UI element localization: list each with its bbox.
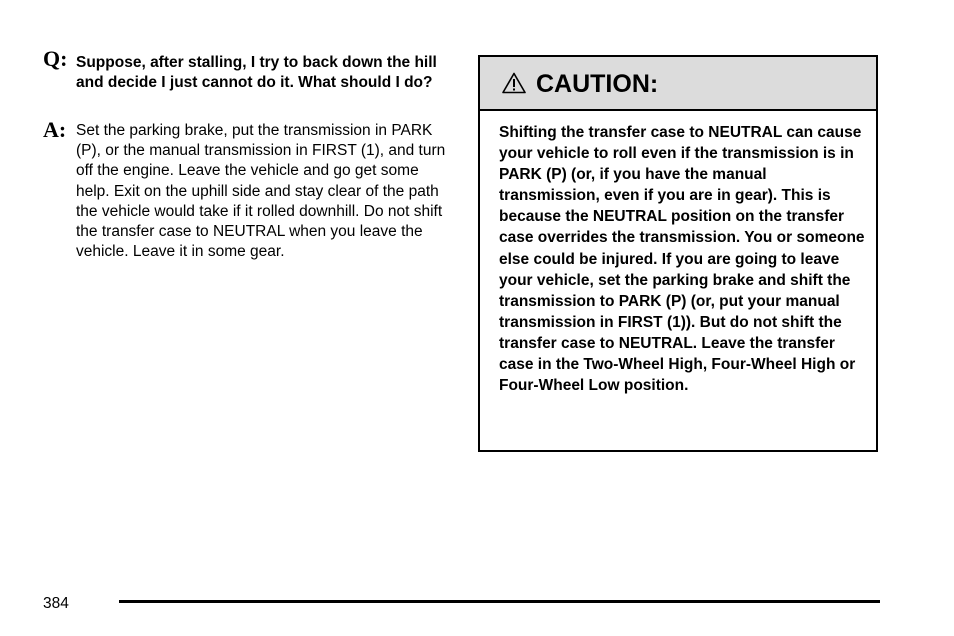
page-number: 384 <box>43 595 69 612</box>
answer-text: Set the parking brake, put the transmission in PARK (P), or the manual transmission in FIRST (1), and turn off the engine. Leave the vehicle and go get some help. Exit on the uphill side and stay clear of the path the vehicle would take if it rolled downhill. Do not shift the transfer case to NEUTRAL when you leave the vehicle. Leave it in some gear. <box>76 122 446 261</box>
caution-title: CAUTION: <box>536 70 659 98</box>
warning-triangle-icon <box>502 72 526 94</box>
caution-header <box>480 57 876 111</box>
question-letter: Q: <box>43 46 68 71</box>
question-text: Suppose, after stalling, I try to back down the hill and decide I just cannot do it. What should I do? <box>76 54 437 91</box>
caution-body: Shifting the transfer case to NEUTRAL can cause your vehicle to roll even if the transmission is in PARK (P) (or, if you have the manual transmission, even if you are in gear). This is because the NEUTRAL position on the transfer case overrides the transmission. You or someone else could be injured. If you are going to leave your vehicle, set the parking brake and shift the transmission to PARK (P) (or, put your manual transmission in FIRST (1)). But do not shift the transfer case to NEUTRAL. Leave the transfer case in the Two-Wheel High, Four-Wheel High or Four-Wheel Low position. <box>499 124 865 395</box>
footer-rule <box>119 600 880 603</box>
caution-box <box>478 55 878 452</box>
answer-letter: A: <box>43 117 67 142</box>
